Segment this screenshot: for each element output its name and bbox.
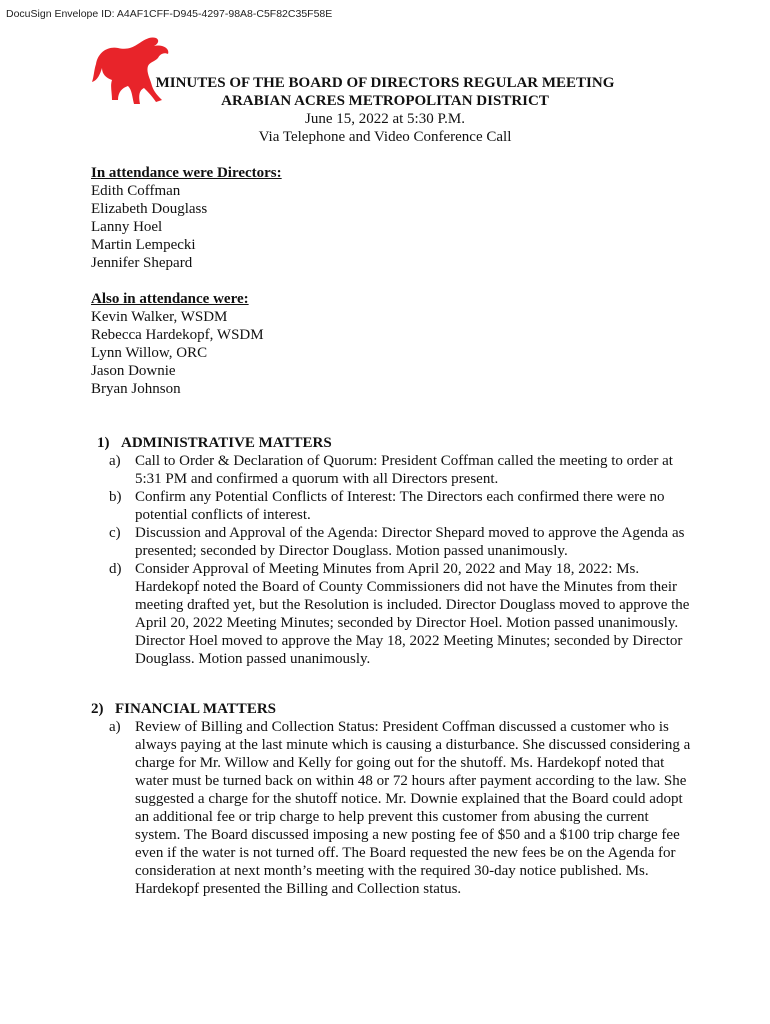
docusign-envelope-id: DocuSign Envelope ID: A4AF1CFF-D945-4297-98A8-C5F82C35F58E bbox=[6, 8, 333, 20]
header-district: ARABIAN ACRES METROPOLITAN DISTRICT bbox=[221, 93, 549, 109]
item-letter: c) bbox=[109, 525, 121, 541]
attendee-name: Bryan Johnson bbox=[91, 381, 181, 397]
list-item bbox=[109, 718, 691, 898]
list-item bbox=[109, 488, 691, 524]
header-date: June 15, 2022 at 5:30 P.M. bbox=[304, 111, 465, 127]
list-item bbox=[109, 560, 691, 668]
list-item bbox=[109, 524, 691, 560]
administrative-matters bbox=[91, 434, 691, 668]
attendee-name: Kevin Walker, WSDM bbox=[91, 309, 228, 325]
item-letter: d) bbox=[109, 561, 122, 577]
document-header bbox=[150, 74, 620, 146]
item-letter: a) bbox=[109, 719, 121, 735]
section-title-text: ADMINISTRATIVE MATTERS bbox=[121, 435, 332, 451]
directors-section bbox=[91, 164, 282, 272]
item-text: Call to Order & Declaration of Quorum: President Coffman called the meeting to order at 5:31 PM and confirmed a quorum with all Directors present. bbox=[135, 453, 673, 487]
director-name: Jennifer Shepard bbox=[91, 255, 193, 271]
director-name: Martin Lempecki bbox=[91, 237, 196, 253]
attendee-name: Rebecca Hardekopf, WSDM bbox=[91, 327, 264, 343]
financial-matters bbox=[91, 700, 691, 898]
director-name: Lanny Hoel bbox=[91, 219, 163, 235]
director-name: Edith Coffman bbox=[91, 183, 181, 199]
list-item bbox=[109, 452, 691, 488]
item-text: Review of Billing and Collection Status: President Coffman discussed a customer who is always paying at the last minute which is causing a disturbance. She discussed considering a charge for Mr. Willow and Kelly for going out for the shutoff. Ms. Hardekopf noted that water must be turned back on within 48 or 72 hours after payment according to the law. She suggested a charge for the shutoff notice. Mr. Downie explained that the Board could adopt an additional fee or trip charge to help prevent this customer from abusing the current system. The Board discussed imposing a new posting fee of $50 and a $100 trip charge fee even if the water is not turned off. The Board requested the new fees be on the Agenda for consideration at next month’s meeting with the required 30-day notice published. Ms. Hardekopf presented the Billing and Collection status. bbox=[135, 719, 691, 897]
item-text: Confirm any Potential Conflicts of Interest: The Directors each confirmed there were no potential conflicts of interest. bbox=[135, 489, 665, 523]
director-name: Elizabeth Douglass bbox=[91, 201, 208, 217]
section-number: 2) bbox=[91, 701, 104, 717]
section-number: 1) bbox=[97, 435, 110, 451]
item-text: Consider Approval of Meeting Minutes from April 20, 2022 and May 18, 2022: Ms. Hardekopf noted the Board of County Commissioners did not have the Minutes from their meeting drafted yet, but the Resolution is included. Director Douglass moved to approve the April 20, 2022 Meeting Minutes; seconded by Director Hoel. Motion passed unanimously. Director Hoel moved to approve the May 18, 2022 Meeting Minutes; seconded by Director Douglass. Motion passed unanimously. bbox=[135, 561, 690, 667]
also-heading: Also in attendance were: bbox=[91, 291, 249, 307]
item-letter: a) bbox=[109, 453, 121, 469]
header-venue: Via Telephone and Video Conference Call bbox=[258, 129, 512, 145]
section-title bbox=[97, 434, 691, 452]
section-title bbox=[91, 700, 691, 718]
directors-heading: In attendance were Directors: bbox=[91, 165, 282, 181]
item-text: Discussion and Approval of the Agenda: Director Shepard moved to approve the Agenda as presented; seconded by Director Douglass. Motion passed unanimously. bbox=[135, 525, 685, 559]
item-letter: b) bbox=[109, 489, 122, 505]
section-title-text: FINANCIAL MATTERS bbox=[115, 701, 276, 717]
header-title: MINUTES OF THE BOARD OF DIRECTORS REGULAR MEETING bbox=[155, 75, 615, 91]
also-attendance-section bbox=[91, 290, 264, 398]
attendee-name: Jason Downie bbox=[91, 363, 176, 379]
attendee-name: Lynn Willow, ORC bbox=[91, 345, 208, 361]
